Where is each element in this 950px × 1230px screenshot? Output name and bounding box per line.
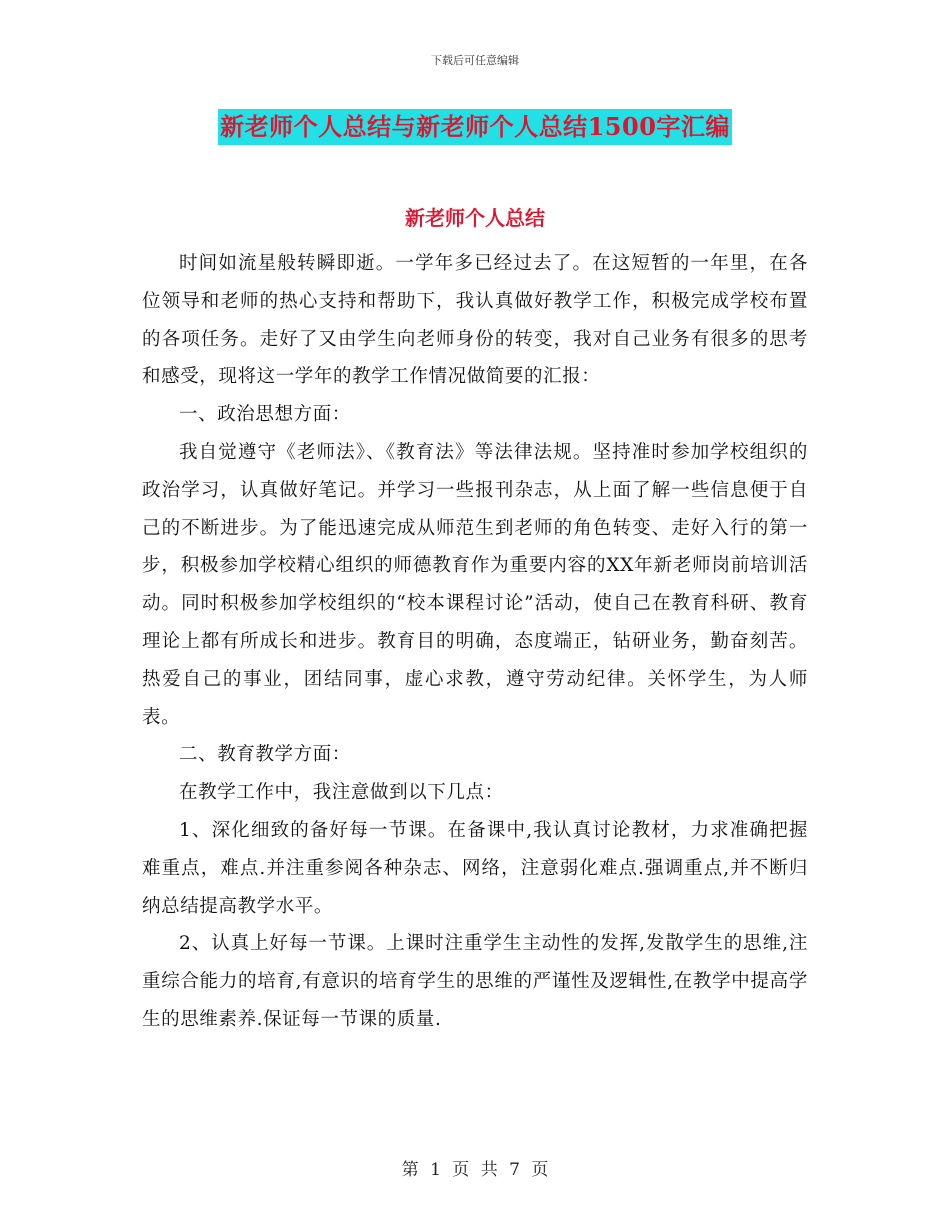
paragraph-point-2: 2、认真上好每一节课。上课时注重学生主动性的发挥,发散学生的思维,注重综合能力的培育,有意识的培育学生的思维的严谨性及逻辑性,在教学中提高学生的思维素养.保证每一节课的质量.: [142, 933, 808, 1030]
paragraph-teaching-intro: 在教学工作中，我注意做到以下几点：: [179, 782, 504, 804]
page-footer: 第 1 页 共 7 页: [401, 1160, 549, 1180]
section-title: 新老师个人总结: [405, 206, 545, 230]
document-title: 新老师个人总结与新老师个人总结1500字汇编: [218, 109, 732, 145]
paragraph-intro: 时间如流星般转瞬即逝。一学年多已经过去了。在这短暂的一年里，在各位领导和老师的热心支持和帮助下，我认真做好教学工作，积极完成学校布置的各项任务。走好了又由学生向老师身份的转变，我对自己业务有很多的思考和感受，现将这一学年的教学工作情况做简要的汇报：: [142, 253, 808, 388]
document-body: [142, 245, 808, 1039]
paragraph-point-1: 1、深化细致的备好每一节课。在备课中,我认真讨论教材，力求准确把握难重点，难点.并注重参阅各种杂志、网络，注意弱化难点.强调重点,并不断归纳总结提高教学水平。: [142, 819, 808, 917]
paragraph-heading-teaching: 二、教育教学方面：: [179, 744, 351, 766]
document-title-container: [0, 109, 950, 145]
paragraph-heading-politics: 一、政治思想方面：: [179, 404, 351, 426]
header-note: 下载后可任意编辑: [431, 54, 519, 67]
paragraph-politics: 我自觉遵守《老师法》、《教育法》等法律法规。坚持准时参加学校组织的政治学习，认真做好笔记。并学习一些报刊杂志，从上面了解一些信息便于自己的不断进步。为了能迅速完成从师范生到老师的角色转变、走好入行的第一步，积极参加学校精心组织的师德教育作为重要内容的XX年新老师岗前培训活动。同时积极参加学校组织的“校本课程讨论”活动，使自己在教育科研、教育理论上都有所成长和进步。教育目的明确，态度端正，钻研业务，勤奋刻苦。热爱自己的事业，团结同事，虚心求教，遵守劳动纪律。关怀学生，为人师表。: [142, 441, 808, 728]
